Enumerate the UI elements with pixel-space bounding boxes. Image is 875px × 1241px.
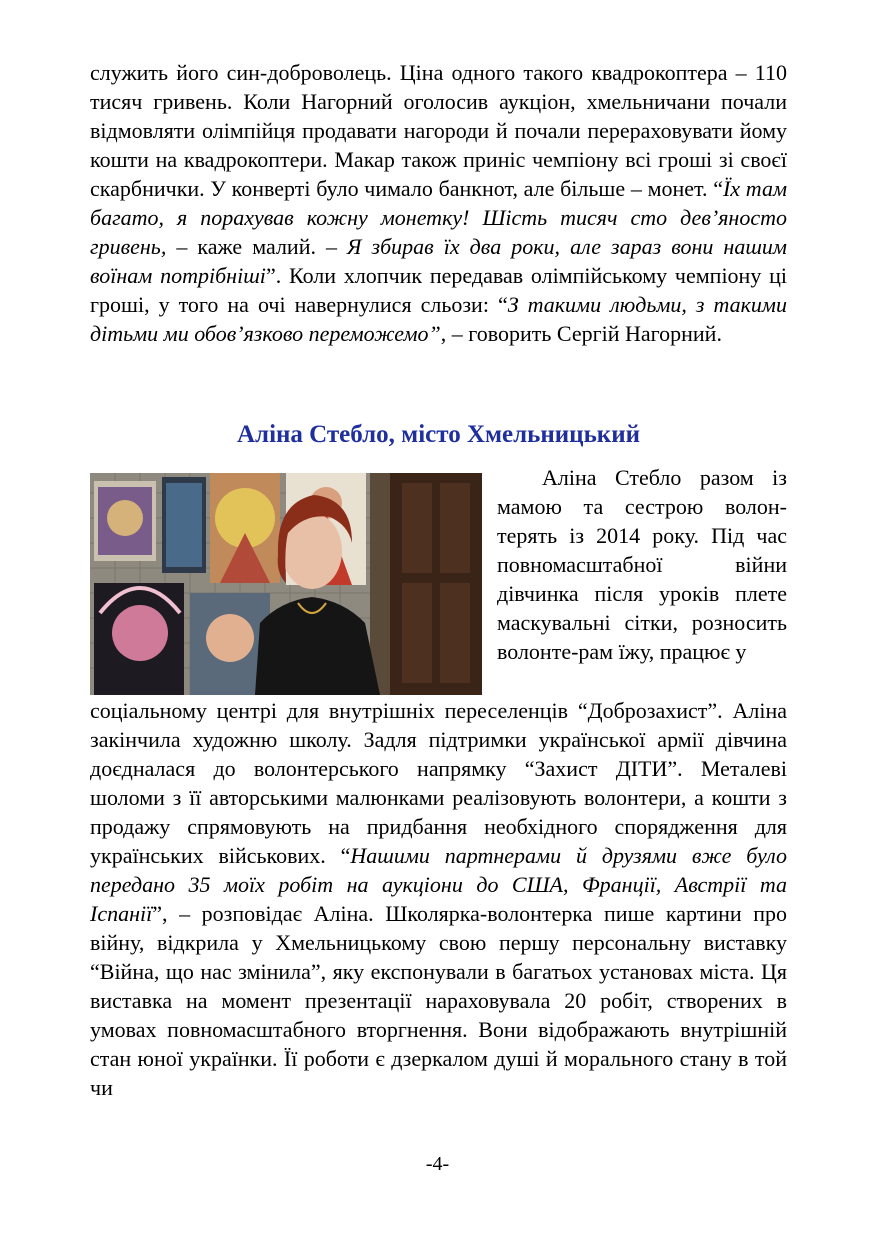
photo-alina-stebló bbox=[90, 473, 482, 695]
page-number: -4- bbox=[425, 1153, 450, 1175]
text-segment: , – говорить Сергій Нагорний. bbox=[440, 321, 722, 346]
text-segment: ”, – розповідає Аліна. Школярка-волонтерка пише картини про війну, відкрила у Хмельницькому свою першу персональну виставку “Війна, що нас змінила”, яку експонували в багатьох установах міста. Ця виставка на момент презентації нараховувала 20 робіт, створених в умовах повномасштабного вторгнення. Вони відображають внутрішній стан юної українки. Її роботи є дзеркалом душі й морального стану в той чи bbox=[90, 901, 787, 1100]
quote-segment: Я збирав їх два роки, але зараз вони нашим воїнам потрібніші bbox=[90, 234, 787, 288]
paragraph-wrap-text: Аліна Стебло разом із мамою та сестрою волон-терять із 2014 року. Під час повномасштабної війни дівчинка після уроків плете маскувальні сітки, розносить волонте-рам їжу, працює у bbox=[497, 465, 787, 664]
text-segment: ”. Коли хлопчик передавав олімпійському чемпіону ці гроші, у того на очі навернулися сльози: “ bbox=[90, 263, 788, 317]
quote-segment: Їх там багато, я порахував кожну монетку! Шість тисяч сто дев’яносто гривень, bbox=[90, 176, 787, 259]
text-segment: соціальному центрі для внутрішніх переселенців “Доброзахист”. Аліна закінчила художню школу. Задля підтримки української армії дівчина доєдналася до волонтерського напрямку “Захист ДІТИ”. Металеві шоломи з її авторськими малюнками реалізовують волонтери, а кошти з продажу спрямовують на придбання необхідного спорядження для українських військових. “ bbox=[90, 698, 787, 868]
paragraph-nahornyi bbox=[90, 58, 787, 348]
section-heading: Аліна Стебло, місто Хмельницький bbox=[236, 421, 641, 448]
quote-segment: З такими людьми, з такими дітьми ми обов’язково переможемо” bbox=[90, 292, 787, 346]
quote-segment: Нашими партнерами й друзями вже було передано 35 моїх робіт на аукціони до США, Франції, Австрії та Іспанії bbox=[90, 843, 787, 926]
photo-illustration bbox=[90, 473, 482, 695]
text-segment: служить його син-доброволець. Ціна одного такого квадрокоптера – 110 тисяч гривень. Коли Нагорний оголосив аукціон, хмельничани почали відмовляти олімпійця продавати нагороди й почали перераховувати йому кошти на квадрокоптери. Макар також приніс чемпіону всі гроші зі своєї скарбнички. У конверті було чимало банкнот, але більше – монет. “ bbox=[90, 60, 787, 201]
paragraph-alina bbox=[90, 696, 787, 1102]
text-segment: – каже малий. – bbox=[166, 234, 348, 259]
